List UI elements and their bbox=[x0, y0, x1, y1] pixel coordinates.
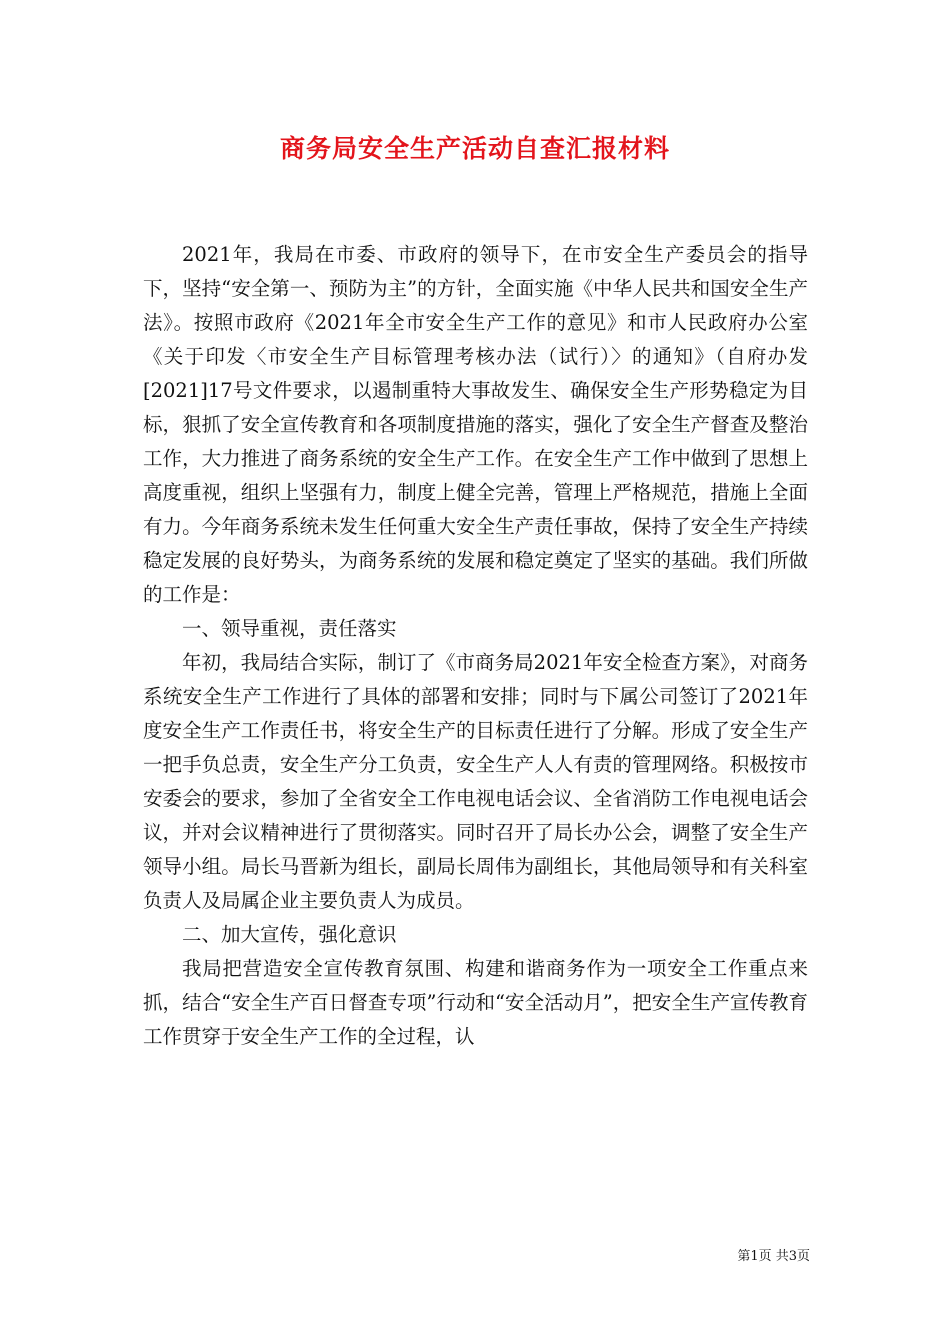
page-number-footer: 第1页 共3页 bbox=[737, 1249, 810, 1264]
document-body bbox=[143, 238, 808, 1054]
section-heading-1: 一、领导重视，责任落实 bbox=[182, 617, 397, 640]
paragraph-intro: 2021年，我局在市委、市政府的领导下，在市安全生产委员会的指导下，坚持“安全第一、预防为主”的方针，全面实施《中华人民共和国安全生产法》。按照市政府《2021年全市安全生产工作的意见》和市人民政府办公室《关于印发〈市安全生产目标管理考核办法（试行）〉的通知》（自府办发[2021]17号文件要求，以遏制重特大事故发生、确保安全生产形势稳定为目标，狠抓了安全宣传教育和各项制度措施的落实，强化了安全生产督查及整治工作，大力推进了商务系统的安全生产工作。在安全生产工作中做到了思想上高度重视，组织上坚强有力，制度上健全完善，管理上严格规范，措施上全面有力。今年商务系统未发生任何重大安全生产责任事故，保持了安全生产持续稳定发展的良好势头，为商务系统的发展和稳定奠定了坚实的基础。我们所做的工作是： bbox=[143, 243, 808, 606]
section-heading-2: 二、加大宣传，强化意识 bbox=[182, 923, 397, 946]
document-title: 商务局安全生产活动自查汇报材料 bbox=[279, 134, 670, 163]
paragraph-section-2: 我局把营造安全宣传教育氛围、构建和谐商务作为一项安全工作重点来抓，结合“安全生产百日督查专项”行动和“安全活动月”，把安全生产宣传教育工作贯穿于安全生产工作的全过程，认 bbox=[143, 957, 808, 1048]
paragraph-section-1: 年初，我局结合实际，制订了《市商务局2021年安全检查方案》，对商务系统安全生产工作进行了具体的部署和安排；同时与下属公司签订了2021年度安全生产工作责任书，将安全生产的目标责任进行了分解。形成了安全生产一把手负总责，安全生产分工负责，安全生产人人有责的管理网络。积极按市安委会的要求，参加了全省安全工作电视电话会议、全省消防工作电视电话会议，并对会议精神进行了贯彻落实。同时召开了局长办公会，调整了安全生产领导小组。局长马晋新为组长，副局长周伟为副组长，其他局领导和有关科室负责人及局属企业主要负责人为成员。 bbox=[143, 651, 808, 912]
